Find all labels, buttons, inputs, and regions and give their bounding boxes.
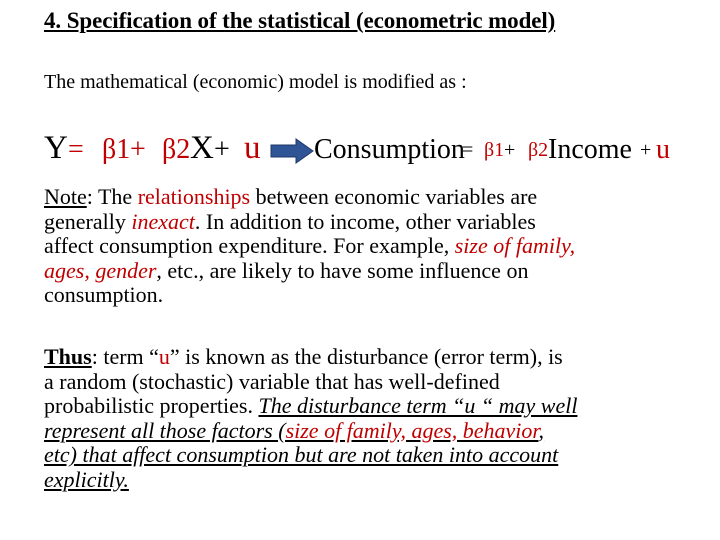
- eq-plus: +: [130, 134, 146, 165]
- model-equation: [44, 128, 704, 172]
- eq-cu: u: [656, 134, 670, 165]
- eq-beta2: β2: [162, 134, 191, 165]
- eq-cbeta2: β2: [528, 139, 549, 161]
- eq-consumption: Consumption: [314, 134, 465, 165]
- right-arrow-icon: [270, 138, 314, 164]
- eq-y: Y: [44, 130, 68, 166]
- eq-x: X: [190, 130, 214, 166]
- eq-cbeta1: β1: [484, 139, 505, 161]
- eq-equals: =: [68, 134, 84, 165]
- eq-beta1: β1: [102, 134, 131, 165]
- eq-income: Income: [548, 134, 632, 165]
- thus-paragraph: Thus: term “u” is known as the disturbance (error term), is a random (stochastic) variable that has well-defined probabilistic properties. The disturbance term “u “ may well represent all those factors (size of family, ages, behavior, etc) that affect consumption but are not taken into account explicitly.: [44, 344, 578, 492]
- eq-u: u: [244, 130, 261, 166]
- thus-label: Thus: [44, 344, 92, 369]
- note-paragraph: Note: The relationships between economic variables are generally inexact. In addition to income, other variables affect consumption expenditure. For example, size of family, ages, gender, etc., are likely to have some influence on consumption.: [44, 184, 576, 307]
- note-label: Note: [44, 184, 87, 209]
- eq-cplus: +: [504, 139, 516, 161]
- eq-cplus-2: +: [640, 139, 652, 161]
- eq-equals-2: =: [462, 139, 474, 161]
- intro-text: The mathematical (economic) model is modified as :: [44, 71, 467, 93]
- slide-title: 4. Specification of the statistical (econometric model): [44, 8, 556, 33]
- eq-plus-2: +: [214, 134, 230, 165]
